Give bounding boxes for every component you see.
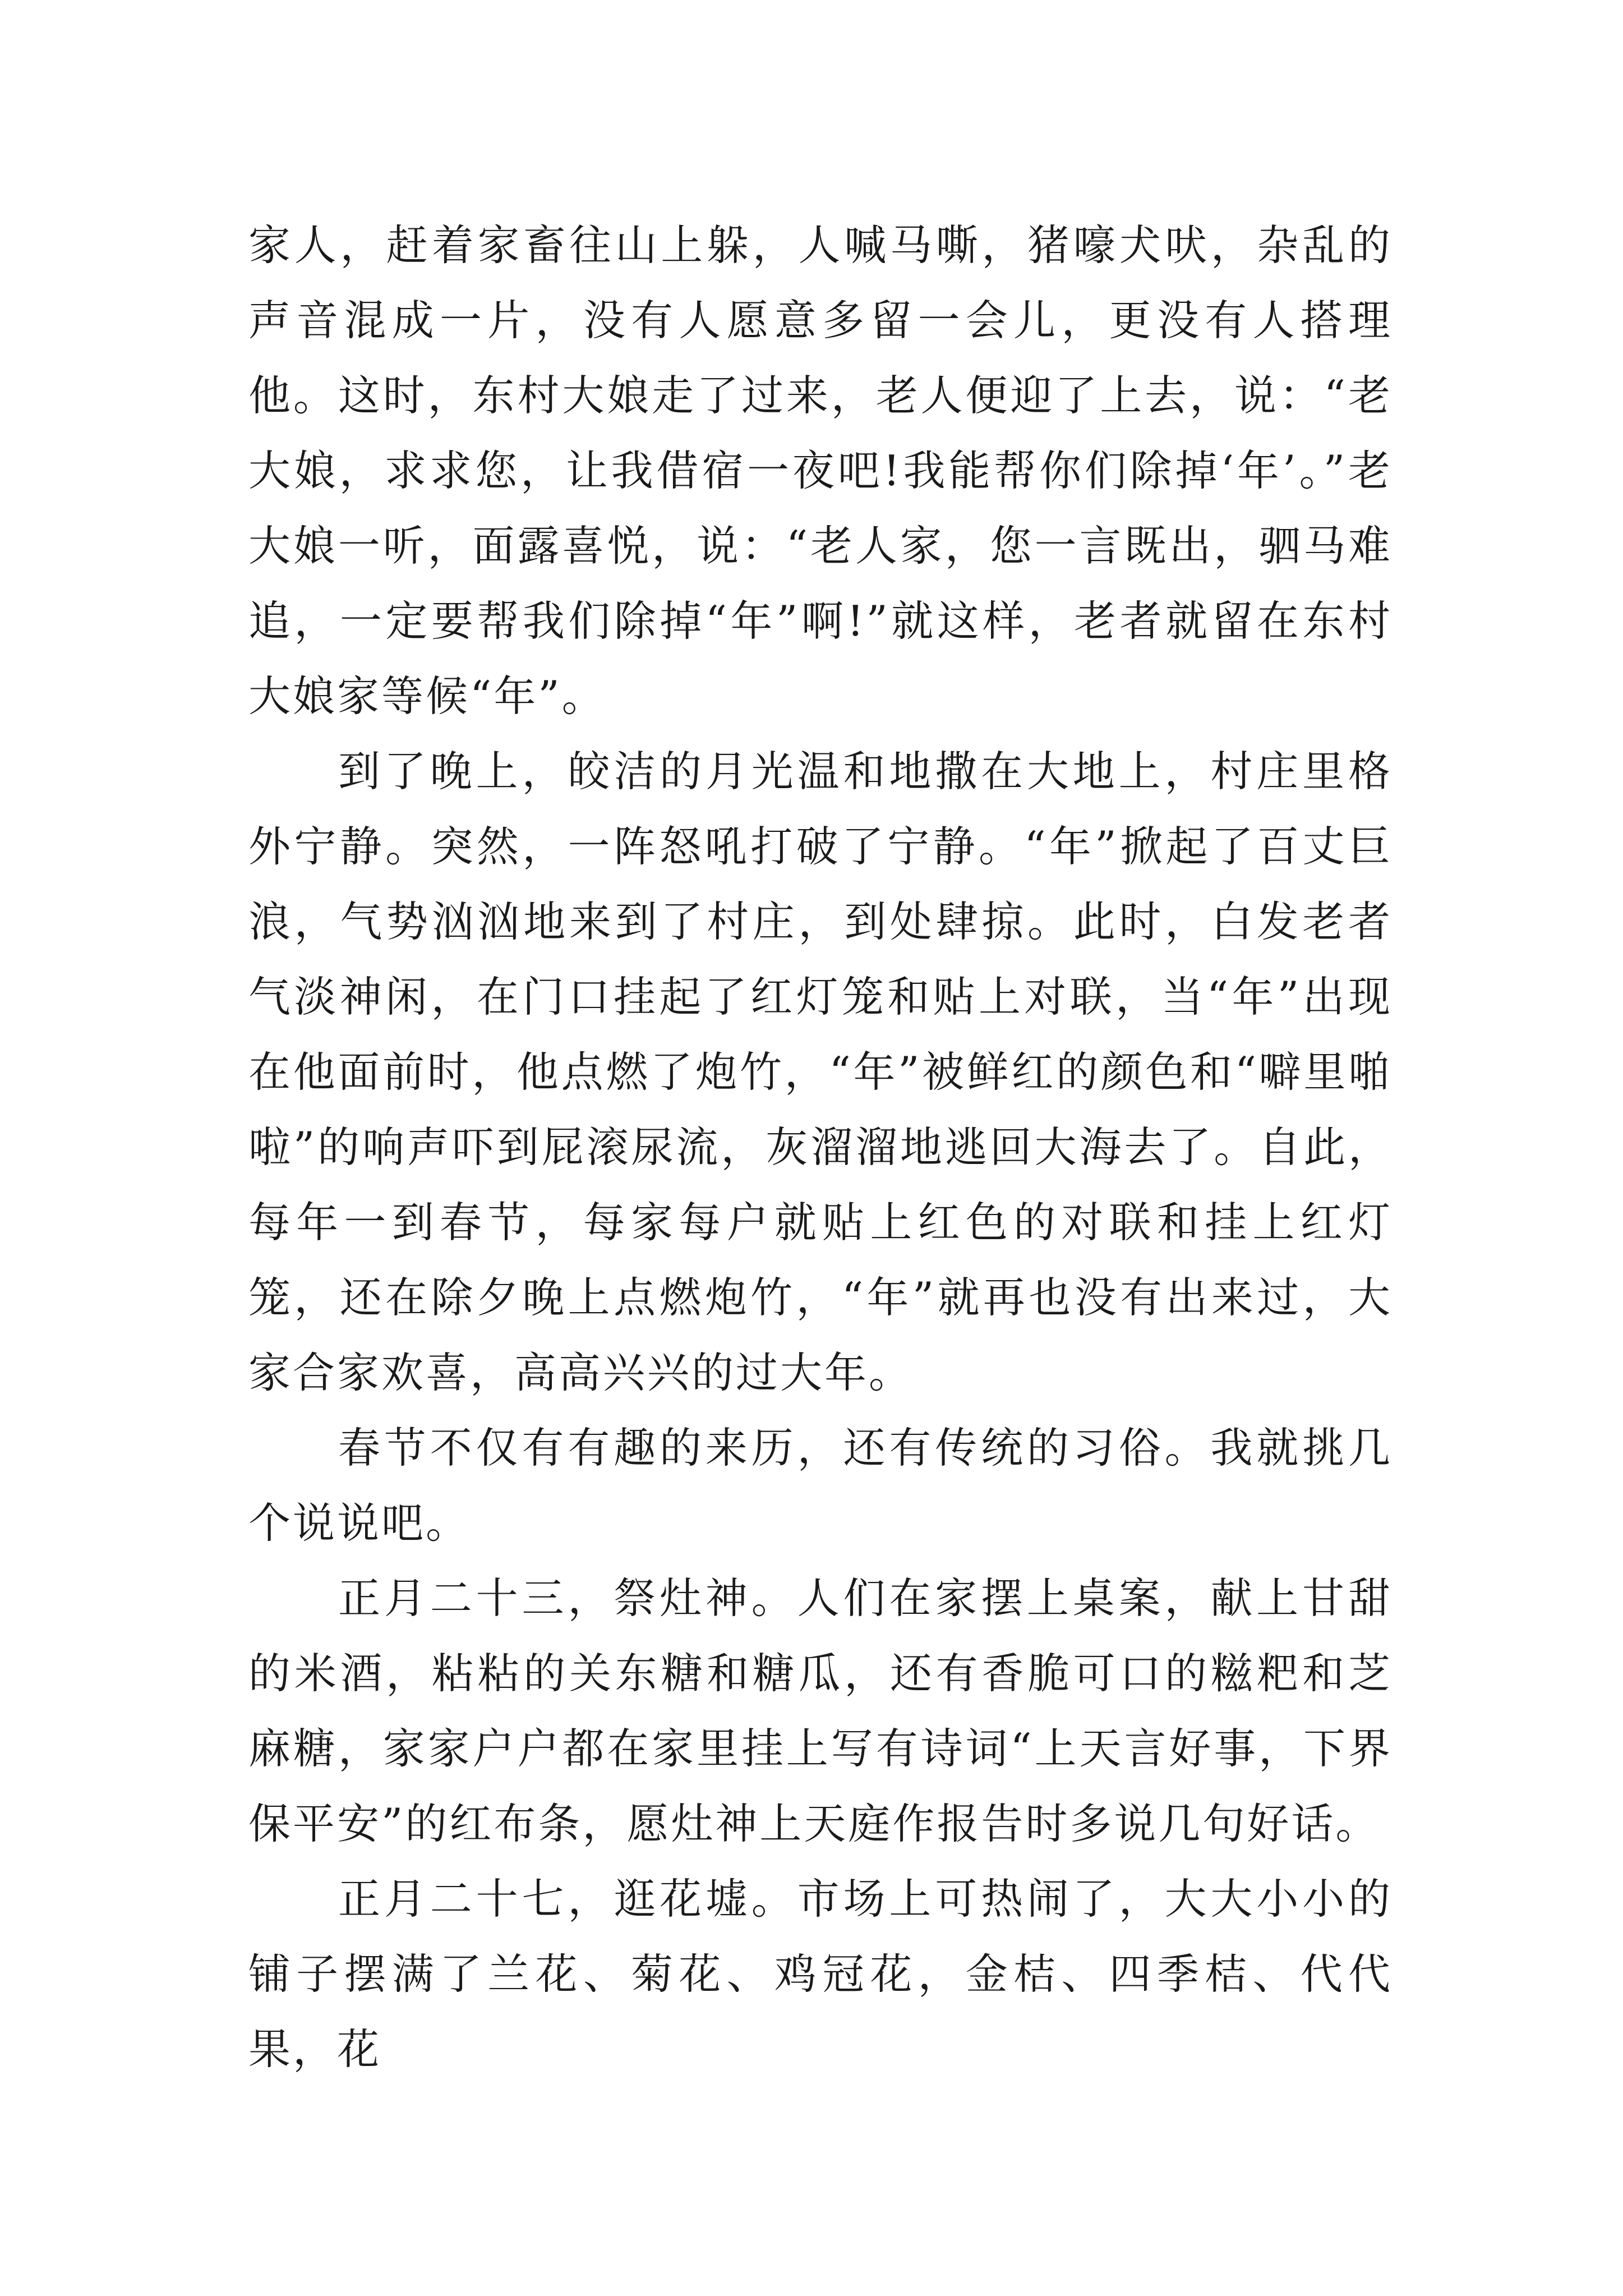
- document-body: [248, 208, 1393, 2087]
- paragraph-kitchen-god: 正月二十三，祭灶神。人们在家摆上桌案，献上甘甜的米酒，粘粘的关东糖和糖瓜，还有香脆可口的糍粑和芝麻糖，家家户户都在家里挂上写有诗词“上天言好事，下界保平安”的红布条，愿灶神上天庭作报告时多说几句好话。: [248, 1573, 1393, 1848]
- paragraph-customs-intro: 春节不仅有有趣的来历，还有传统的习俗。我就挑几个说说吧。: [248, 1423, 1393, 1548]
- paragraph-continued: 家人，赶着家畜往山上躲，人喊马嘶，猪嚎犬吠，杂乱的声音混成一片，没有人愿意多留一会儿，更没有人搭理他。这时，东村大娘走了过来，老人便迎了上去，说：“老大娘，求求您，让我借宿一夜吧!我能帮你们除掉‘年’。”老大娘一听，面露喜悦，说：“老人家，您一言既出，驷马难追，一定要帮我们除掉“年”啊!”就这样，老者就留在东村大娘家等候“年”。: [248, 220, 1393, 721]
- paragraph-night-story: 到了晚上，皎洁的月光温和地撒在大地上，村庄里格外宁静。突然，一阵怒吼打破了宁静。“年”掀起了百丈巨浪，气势汹汹地来到了村庄，到处肆掠。此时，白发老者气淡神闲，在门口挂起了红灯笼和贴上对联，当“年”出现在他面前时，他点燃了炮竹，“年”被鲜红的颜色和“噼里啪啦”的响声吓到屁滚尿流，灰溜溜地逃回大海去了。自此，每年一到春节，每家每户就贴上红色的对联和挂上红灯笼，还在除夕晚上点燃炮竹，“年”就再也没有出来过，大家合家欢喜，高高兴兴的过大年。: [248, 747, 1393, 1397]
- paragraph-flower-market: 正月二十七，逛花墟。市场上可热闹了，大大小小的铺子摆满了兰花、菊花、鸡冠花，金桔、四季桔、代代果，花: [248, 1874, 1393, 2074]
